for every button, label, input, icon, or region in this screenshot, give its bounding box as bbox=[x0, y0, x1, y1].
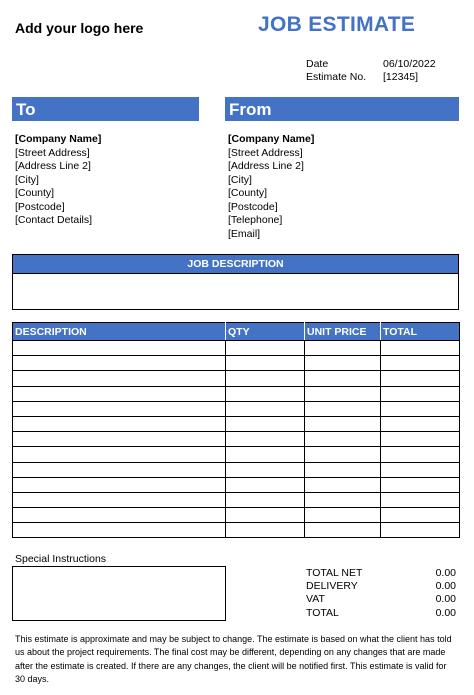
table-row bbox=[13, 401, 460, 416]
line-items-table bbox=[12, 322, 460, 538]
grand-total-value: 0.00 bbox=[435, 607, 456, 619]
from-city[interactable]: [City] bbox=[228, 173, 252, 186]
terms-note: This estimate is approximate and may be subject to change. The estimate is based on what the client has told us about the project requirements. The final cost may be different, depending on any changes that are made after the estimate is created. If there are any changes, the client will be notified first. This estimate is valid for 30 days. bbox=[15, 634, 452, 684]
cell-total[interactable] bbox=[381, 432, 460, 447]
cell-unit-price[interactable] bbox=[305, 371, 381, 386]
total-net-value: 0.00 bbox=[435, 567, 456, 579]
cell-total[interactable] bbox=[381, 508, 460, 523]
from-county[interactable]: [County] bbox=[228, 187, 268, 199]
estimate-no-label: Estimate No. bbox=[306, 71, 367, 83]
table-row bbox=[13, 523, 460, 538]
logo-placeholder: Add your logo here bbox=[15, 20, 144, 36]
table-row bbox=[13, 508, 460, 523]
cell-description[interactable] bbox=[13, 523, 226, 538]
cell-total[interactable] bbox=[381, 523, 460, 538]
from-telephone[interactable]: [Telephone] bbox=[228, 214, 283, 226]
cell-description[interactable] bbox=[13, 401, 226, 416]
from-company-name[interactable]: [Company Name] bbox=[228, 133, 315, 145]
cell-description[interactable] bbox=[13, 416, 226, 431]
cell-description[interactable] bbox=[13, 447, 226, 462]
cell-description[interactable] bbox=[13, 432, 226, 447]
cell-description[interactable] bbox=[13, 492, 226, 507]
cell-total[interactable] bbox=[381, 462, 460, 477]
table-row bbox=[13, 416, 460, 431]
cell-description[interactable] bbox=[13, 462, 226, 477]
cell-description[interactable] bbox=[13, 477, 226, 492]
cell-unit-price[interactable] bbox=[305, 447, 381, 462]
cell-unit-price[interactable] bbox=[305, 386, 381, 401]
cell-total[interactable] bbox=[381, 386, 460, 401]
cell-qty[interactable] bbox=[226, 371, 305, 386]
cell-unit-price[interactable] bbox=[305, 341, 381, 356]
cell-unit-price[interactable] bbox=[305, 401, 381, 416]
cell-qty[interactable] bbox=[226, 492, 305, 507]
cell-unit-price[interactable] bbox=[305, 416, 381, 431]
cell-total[interactable] bbox=[381, 401, 460, 416]
date-value[interactable]: 06/10/2022 bbox=[383, 58, 436, 70]
grand-total-label: TOTAL bbox=[306, 607, 339, 619]
special-instructions-field[interactable] bbox=[12, 566, 226, 621]
cell-total[interactable] bbox=[381, 447, 460, 462]
cell-description[interactable] bbox=[13, 341, 226, 356]
job-description-field[interactable] bbox=[13, 274, 458, 310]
from-email[interactable]: [Email] bbox=[228, 227, 261, 240]
table-row bbox=[13, 462, 460, 477]
table-row bbox=[13, 341, 460, 356]
cell-qty[interactable] bbox=[226, 432, 305, 447]
column-header-total: TOTAL bbox=[381, 323, 460, 341]
table-row bbox=[13, 477, 460, 492]
to-city[interactable]: [City] bbox=[15, 173, 39, 186]
to-street-address[interactable]: [Street Address] bbox=[15, 146, 90, 159]
cell-total[interactable] bbox=[381, 492, 460, 507]
cell-unit-price[interactable] bbox=[305, 432, 381, 447]
to-company-name[interactable]: [Company Name] bbox=[15, 133, 102, 145]
cell-qty[interactable] bbox=[226, 462, 305, 477]
cell-qty[interactable] bbox=[226, 477, 305, 492]
cell-description[interactable] bbox=[13, 371, 226, 386]
table-header-row bbox=[13, 323, 460, 341]
delivery-label: DELIVERY bbox=[306, 580, 358, 592]
cell-total[interactable] bbox=[381, 356, 460, 371]
special-instructions-label: Special Instructions bbox=[15, 553, 107, 565]
cell-unit-price[interactable] bbox=[305, 523, 381, 538]
estimate-no-value[interactable]: [12345] bbox=[383, 71, 419, 83]
delivery-value[interactable]: 0.00 bbox=[435, 580, 456, 592]
to-heading: To bbox=[12, 97, 199, 121]
cell-unit-price[interactable] bbox=[305, 356, 381, 371]
to-address-line-2[interactable]: [Address Line 2] bbox=[15, 160, 91, 172]
cell-unit-price[interactable] bbox=[305, 492, 381, 507]
column-header-description: DESCRIPTION bbox=[13, 323, 226, 341]
cell-total[interactable] bbox=[381, 371, 460, 386]
from-address-line-2[interactable]: [Address Line 2] bbox=[228, 160, 304, 172]
table-row bbox=[13, 371, 460, 386]
document-title: JOB ESTIMATE bbox=[258, 13, 416, 36]
job-description-heading: JOB DESCRIPTION bbox=[13, 255, 458, 274]
cell-total[interactable] bbox=[381, 477, 460, 492]
to-postcode[interactable]: [Postcode] bbox=[15, 200, 65, 213]
cell-qty[interactable] bbox=[226, 523, 305, 538]
cell-description[interactable] bbox=[13, 508, 226, 523]
cell-description[interactable] bbox=[13, 386, 226, 401]
to-address-block bbox=[15, 133, 101, 228]
from-address-block bbox=[228, 133, 314, 241]
cell-unit-price[interactable] bbox=[305, 508, 381, 523]
cell-total[interactable] bbox=[381, 416, 460, 431]
cell-total[interactable] bbox=[381, 341, 460, 356]
cell-unit-price[interactable] bbox=[305, 462, 381, 477]
from-postcode[interactable]: [Postcode] bbox=[228, 200, 278, 213]
vat-value: 0.00 bbox=[435, 593, 456, 605]
table-row bbox=[13, 356, 460, 371]
cell-qty[interactable] bbox=[226, 416, 305, 431]
cell-qty[interactable] bbox=[226, 508, 305, 523]
table-row bbox=[13, 386, 460, 401]
cell-qty[interactable] bbox=[226, 447, 305, 462]
table-row bbox=[13, 432, 460, 447]
vat-label: VAT bbox=[306, 593, 325, 605]
from-street-address[interactable]: [Street Address] bbox=[228, 146, 303, 159]
cell-qty[interactable] bbox=[226, 356, 305, 371]
to-contact-details[interactable]: [Contact Details] bbox=[15, 214, 93, 226]
to-county[interactable]: [County] bbox=[15, 187, 55, 199]
cell-description[interactable] bbox=[13, 356, 226, 371]
job-description-box bbox=[12, 254, 459, 310]
column-header-qty: QTY bbox=[226, 323, 305, 341]
from-heading: From bbox=[225, 97, 459, 121]
date-label: Date bbox=[306, 58, 329, 70]
cell-unit-price[interactable] bbox=[305, 477, 381, 492]
table-row bbox=[13, 492, 460, 507]
cell-qty[interactable] bbox=[226, 401, 305, 416]
cell-qty[interactable] bbox=[226, 341, 305, 356]
table-row bbox=[13, 447, 460, 462]
column-header-unit-price: UNIT PRICE bbox=[305, 323, 381, 341]
cell-qty[interactable] bbox=[226, 386, 305, 401]
total-net-label: TOTAL NET bbox=[306, 567, 363, 579]
